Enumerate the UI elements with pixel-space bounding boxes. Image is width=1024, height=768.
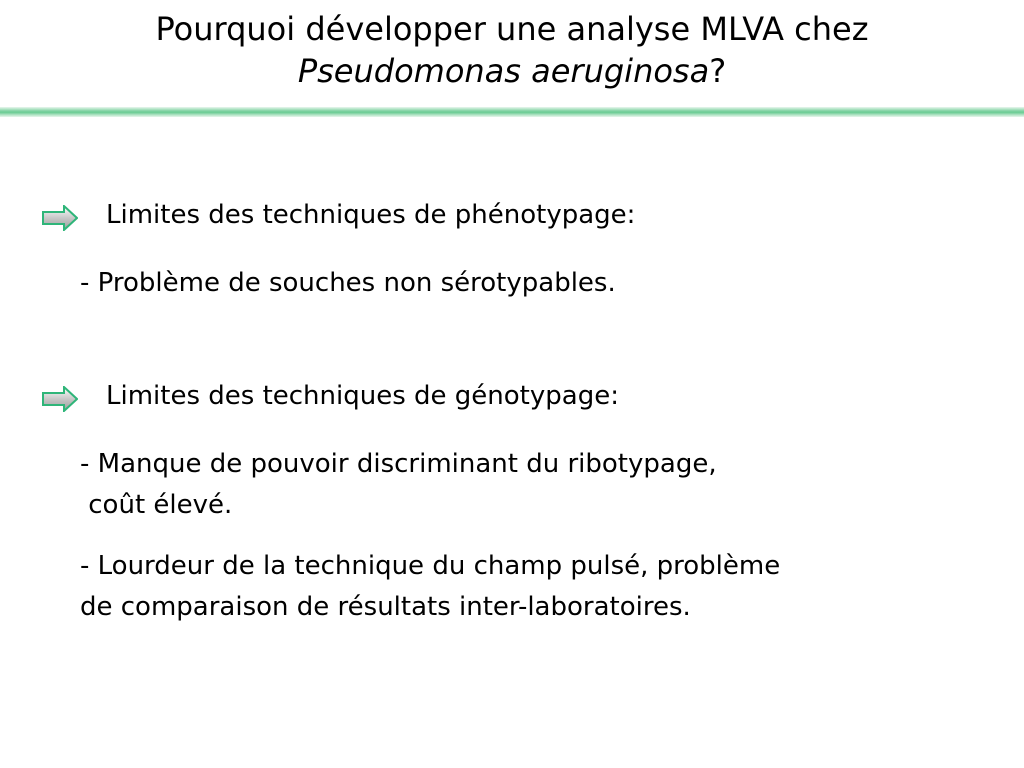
slide-title (0, 8, 1024, 92)
arrow-right-icon (42, 386, 78, 412)
list-item: de comparaison de résultats inter-laboratoires. (80, 592, 691, 622)
title-question-mark: ? (709, 52, 727, 90)
arrow-right-icon (42, 205, 78, 231)
title-line-1: Pourquoi développer une analyse MLVA chez (155, 10, 869, 48)
section-heading-phenotyping: Limites des techniques de phénotypage: (106, 200, 636, 230)
title-divider (0, 107, 1024, 117)
list-item: - Problème de souches non sérotypables. (80, 268, 616, 298)
title-species-name: Pseudomonas aeruginosa (297, 52, 710, 90)
section-heading-genotyping: Limites des techniques de génotypage: (106, 381, 619, 411)
list-item: - Lourdeur de la technique du champ pulsé, problème (80, 551, 781, 581)
list-item: - Manque de pouvoir discriminant du ribotypage, (80, 449, 717, 479)
list-item: coût élevé. (80, 490, 233, 520)
